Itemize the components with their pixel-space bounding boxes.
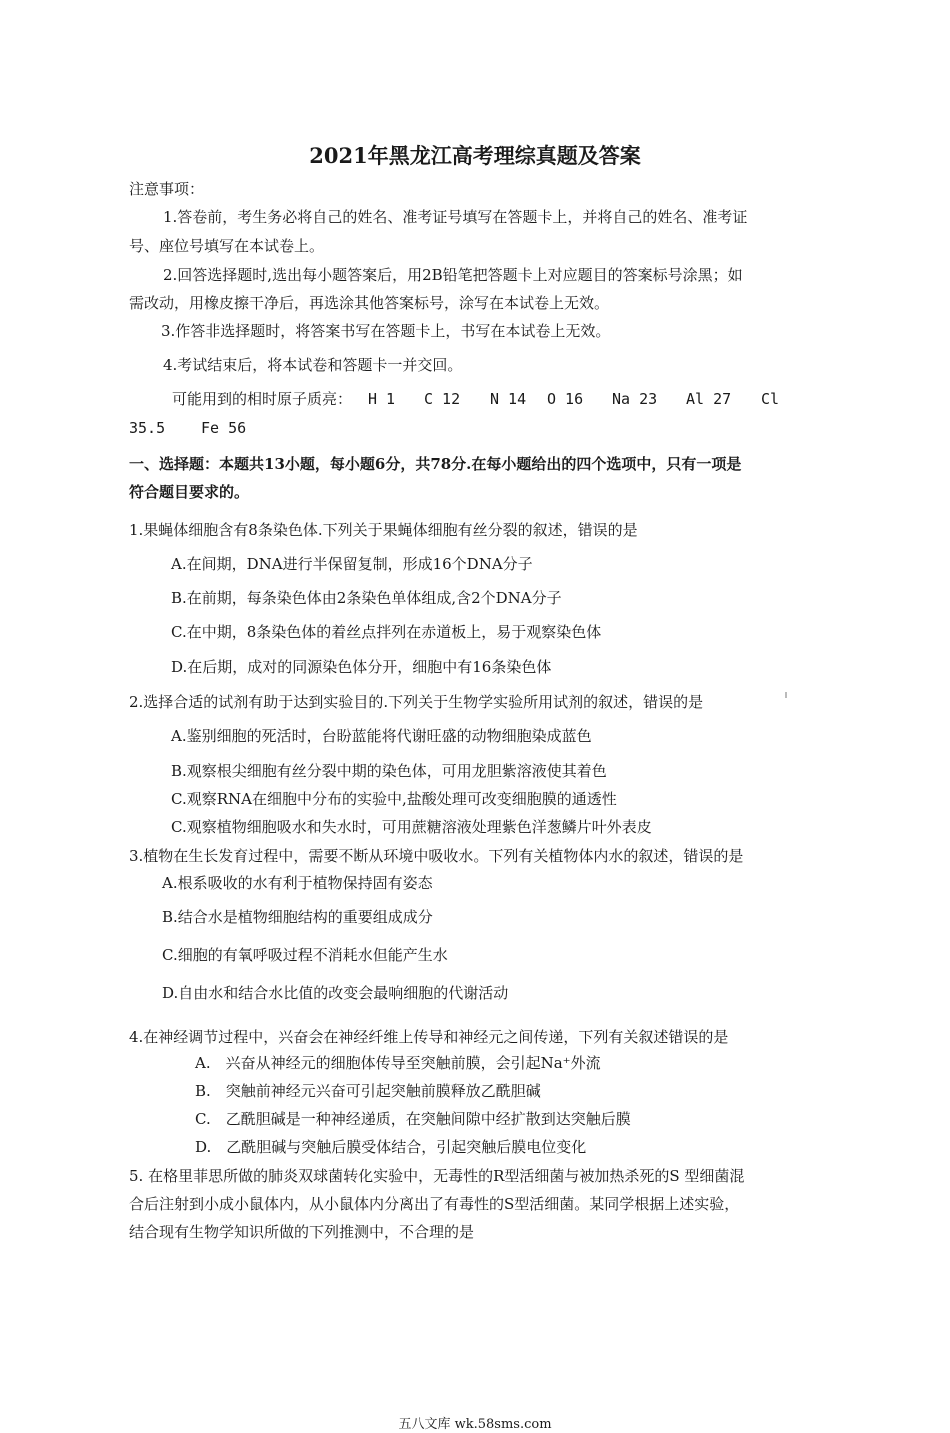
- question-1-stem: 1.果蝇体细胞含有8条染色体.下列关于果蝇体细胞有丝分裂的叙述，错误的是: [129, 521, 638, 539]
- notice-item-1-line-2: 号、座位号填写在本试卷上。: [129, 237, 325, 255]
- question-3-option-c: C.细胞的有氧呼吸过程不消耗水但能产生水: [162, 946, 448, 964]
- scan-mark: [785, 692, 787, 698]
- notice-item-2-line-2: 需改动，用橡皮擦干净后，再选涂其他答案标号，涂写在本试卷上无效。: [129, 294, 610, 312]
- document-title: 2021年黑龙江高考理综真题及答案: [309, 143, 641, 168]
- section-heading-line-1: 一、选择题：本题共13小题，每小题6分，共78分.在每小题给出的四个选项中，只有一项是: [129, 455, 742, 473]
- notice-item-2-line-1: 2.回答选择题时,选出每小题答案后，用2B铅笔把答题卡上对应题目的答案标号涂黑；如: [163, 266, 743, 284]
- question-5-stem-line-1: 5. 在格里菲思所做的肺炎双球菌转化实验中，无毒性的R型活细菌与被加热杀死的S 型细菌混: [129, 1167, 745, 1185]
- question-1-option-d: D.在后期，成对的同源染色体分开，细胞中有16条染色体: [171, 658, 552, 676]
- question-3-option-d: D.自由水和结合水比值的改变会最响细胞的代谢活动: [162, 984, 509, 1002]
- page-footer-watermark: 五八文库 wk.58sms.com: [398, 1417, 552, 1432]
- atomic-mass-na: Na 23: [612, 390, 658, 408]
- question-1-option-c: C.在中期，8条染色体的着丝点拌列在赤道板上，易于观察染色体: [171, 623, 602, 641]
- question-5-stem-line-3: 结合现有生物学知识所做的下列推测中，不合理的是: [129, 1223, 475, 1241]
- question-1-option-a: A.在间期，DNA进行半保留复制，形成16个DNA分子: [171, 555, 533, 573]
- question-4-option-c: C. 乙酰胆碱是一种神经递质，在突触间隙中经扩散到达突触后膜: [195, 1110, 631, 1128]
- question-2-option-c: C.观察RNA在细胞中分布的实验中,盐酸处理可改变细胞膜的通透性: [171, 790, 617, 808]
- question-3-option-a: A.根系吸收的水有利于植物保持固有姿态: [162, 874, 433, 892]
- atomic-mass-al: Al 27: [686, 390, 732, 408]
- atomic-mass-c: C 12: [424, 390, 461, 408]
- question-2-option-d: C.观察植物细胞吸水和失水时，可用蔗糖溶液处理紫色洋葱鳞片叶外表皮: [171, 818, 652, 836]
- question-3-stem: 3.植物在生长发育过程中，需要不断从环境中吸收水。下列有关植物体内水的叙述，错误的是: [129, 847, 744, 865]
- notice-item-1-line-1: 1.答卷前，考生务必将自己的姓名、准考证号填写在答题卡上，并将自己的姓名、准考证: [163, 208, 748, 226]
- atomic-mass-cl: Cl: [761, 390, 780, 408]
- section-heading-line-2: 符合题目要求的。: [129, 483, 250, 501]
- notice-item-3: 3.作答非选择题时，将答案书写在答题卡上，书写在本试卷上无效。: [161, 322, 611, 340]
- question-4-stem: 4.在神经调节过程中，兴奋会在神经纤维上传导和神经元之间传递，下列有关叙述错误的是: [129, 1028, 729, 1046]
- notice-heading: 注意事项：: [129, 180, 205, 198]
- question-2-option-a: A.鉴别细胞的死活时，台盼蓝能将代谢旺盛的动物细胞染成蓝色: [171, 727, 592, 745]
- atomic-mass-cl-value: 35.5: [129, 419, 166, 437]
- question-1-option-b: B.在前期，每条染色体由2条染色单体组成,含2个DNA分子: [171, 589, 562, 607]
- question-3-option-b: B.结合水是植物细胞结构的重要组成成分: [162, 908, 433, 926]
- atomic-mass-n: N 14: [490, 390, 527, 408]
- atomic-mass-label: 可能用到的相时原子质亮：: [172, 390, 353, 408]
- question-4-option-a: A. 兴奋从神经元的细胞体传导至突触前膜，会引起Na⁺外流: [195, 1054, 601, 1072]
- notice-item-4: 4.考试结束后，将本试卷和答题卡一并交回。: [163, 356, 463, 374]
- question-2-option-b: B.观察根尖细胞有丝分裂中期的染色体，可用龙胆紫溶液使其着色: [171, 762, 607, 780]
- question-4-option-b: B. 突触前神经元兴奋可引起突触前膜释放乙酰胆碱: [195, 1082, 541, 1100]
- atomic-mass-h: H 1: [368, 390, 396, 408]
- atomic-mass-fe: Fe 56: [201, 419, 247, 437]
- question-5-stem-line-2: 合后注射到小成小鼠体内，从小鼠体内分离出了有毒性的S型活细菌。某同学根据上述实验，: [129, 1195, 740, 1213]
- atomic-mass-o: O 16: [547, 390, 584, 408]
- question-4-option-d: D. 乙酰胆碱与突触后膜受体结合，引起突触后膜电位变化: [195, 1138, 587, 1156]
- question-2-stem: 2.选择合适的试剂有助于达到实验目的.下列关于生物学实验所用试剂的叙述，错误的是: [129, 693, 704, 711]
